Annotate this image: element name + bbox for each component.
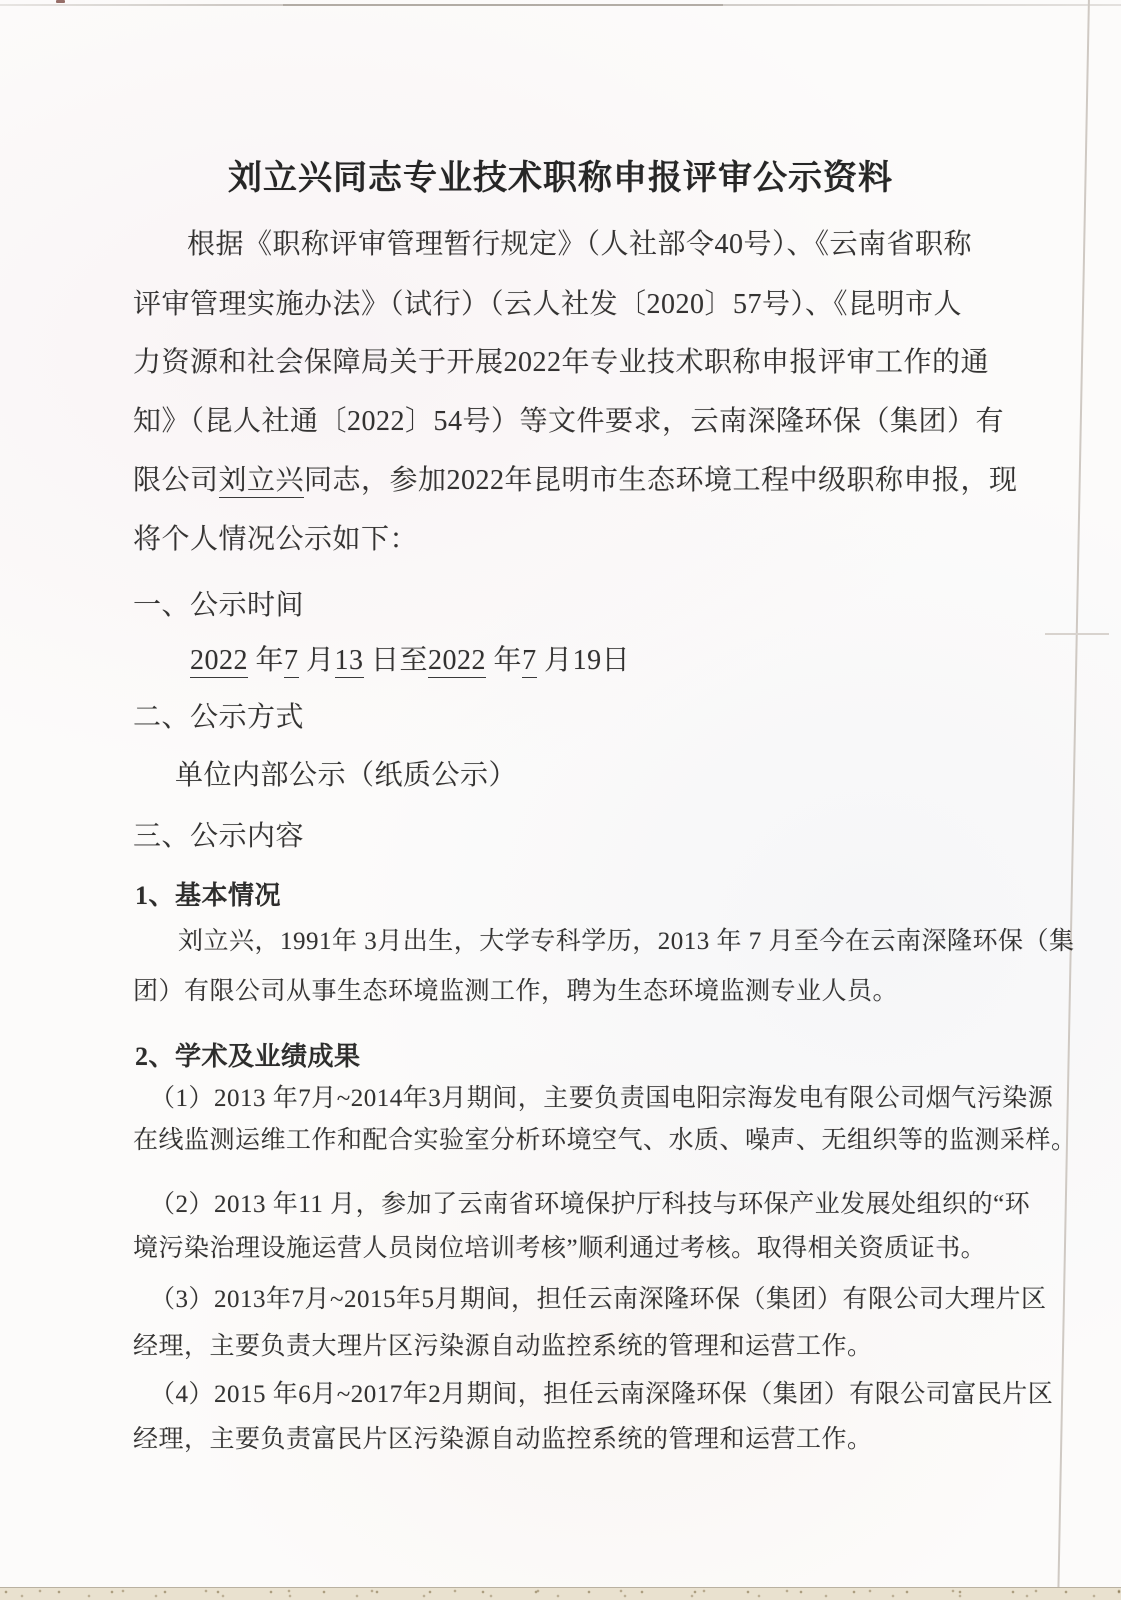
basic-info-line-2: 团）有限公司从事生态环境监测工作，聘为生态环境监测专业人员。 xyxy=(133,978,899,1005)
page-title: 刘立兴同志专业技术职称申报评审公示资料 xyxy=(228,160,893,197)
date-month1: 7 xyxy=(284,645,299,676)
date-sep3: 日至 xyxy=(363,645,429,676)
date-year2: 2022 xyxy=(428,645,487,676)
scan-right-artifact-line xyxy=(1045,633,1109,635)
intro-line-4: 知》（昆人社通〔2022〕54号）等文件要求，云南深隆环保（集团）有 xyxy=(133,406,1005,437)
date-year1: 2022 xyxy=(190,645,248,676)
date-sep2: 月 xyxy=(298,645,335,676)
intro-line-1: 根据《职称评审管理暂行规定》（人社部令40号）、《云南省职称 xyxy=(187,229,973,260)
intro-line5-pre: 限公司 xyxy=(133,465,219,496)
applicant-name-underlined: 刘立兴 xyxy=(218,465,305,496)
intro-line5-post: 同志，参加2022年昆明市生态环境工程中级职称申报，现 xyxy=(304,465,1018,496)
achievement-item2-line1: （2）2013 年11 月，参加了云南省环境保护厅科技与环保产业发展处组织的“环 xyxy=(150,1191,1031,1218)
date-sep4: 年 xyxy=(486,645,523,676)
scan-top-edge-dark-segment xyxy=(283,4,723,6)
section-heading-content: 三、公示内容 xyxy=(133,821,305,852)
date-day1: 13 xyxy=(334,645,364,676)
date-day2: 19日 xyxy=(572,645,631,676)
publicity-method: 单位内部公示（纸质公示） xyxy=(175,760,518,791)
publicity-period xyxy=(190,638,630,678)
subsection-heading-basic-info: 1、基本情况 xyxy=(135,881,282,910)
date-month2: 7 xyxy=(522,645,537,676)
scan-red-speck xyxy=(56,0,65,3)
achievement-item3-line1: （3）2013年7月~2015年5月期间，担任云南深隆环保（集团）有限公司大理片区 xyxy=(150,1286,1047,1313)
subsection-heading-achievements: 2、学术及业绩成果 xyxy=(135,1042,361,1071)
achievement-item2-line2: 境污染治理设施运营人员岗位培训考核”顺利通过考核。取得相关资质证书。 xyxy=(133,1235,987,1262)
intro-line-6: 将个人情况公示如下： xyxy=(133,524,419,555)
date-sep5: 月 xyxy=(536,645,573,676)
achievement-item4-line2: 经理，主要负责富民片区污染源自动监控系统的管理和运营工作。 xyxy=(133,1426,873,1453)
basic-info-line-1: 刘立兴，1991年 3月出生，大学专科学历，2013 年 7 月至今在云南深隆环保（集 xyxy=(178,928,1075,955)
section-heading-method: 二、公示方式 xyxy=(133,702,305,733)
scanner-bed-strip xyxy=(0,1587,1121,1600)
intro-line-2: 评审管理实施办法》（试行）（云人社发〔2020〕57号）、《昆明市人 xyxy=(133,289,963,320)
achievement-item3-line2: 经理，主要负责大理片区污染源自动监控系统的管理和运营工作。 xyxy=(133,1333,873,1360)
achievement-item1-line1: （1）2013 年7月~2014年3月期间，主要负责国电阳宗海发电有限公司烟气污染源 xyxy=(150,1085,1054,1112)
achievement-item1-line2: 在线监测运维工作和配合实验室分析环境空气、水质、噪声、无组织等的监测采样。 xyxy=(133,1127,1077,1154)
achievement-item4-line1: （4）2015 年6月~2017年2月期间，担任云南深隆环保（集团）有限公司富民片区 xyxy=(150,1381,1054,1408)
section-heading-time: 一、公示时间 xyxy=(133,590,305,621)
intro-line-5 xyxy=(133,458,1018,498)
scan-page-right-edge xyxy=(1057,0,1090,1596)
intro-line-3: 力资源和社会保障局关于开展2022年专业技术职称申报评审工作的通 xyxy=(133,347,990,378)
date-sep1: 年 xyxy=(248,645,285,676)
